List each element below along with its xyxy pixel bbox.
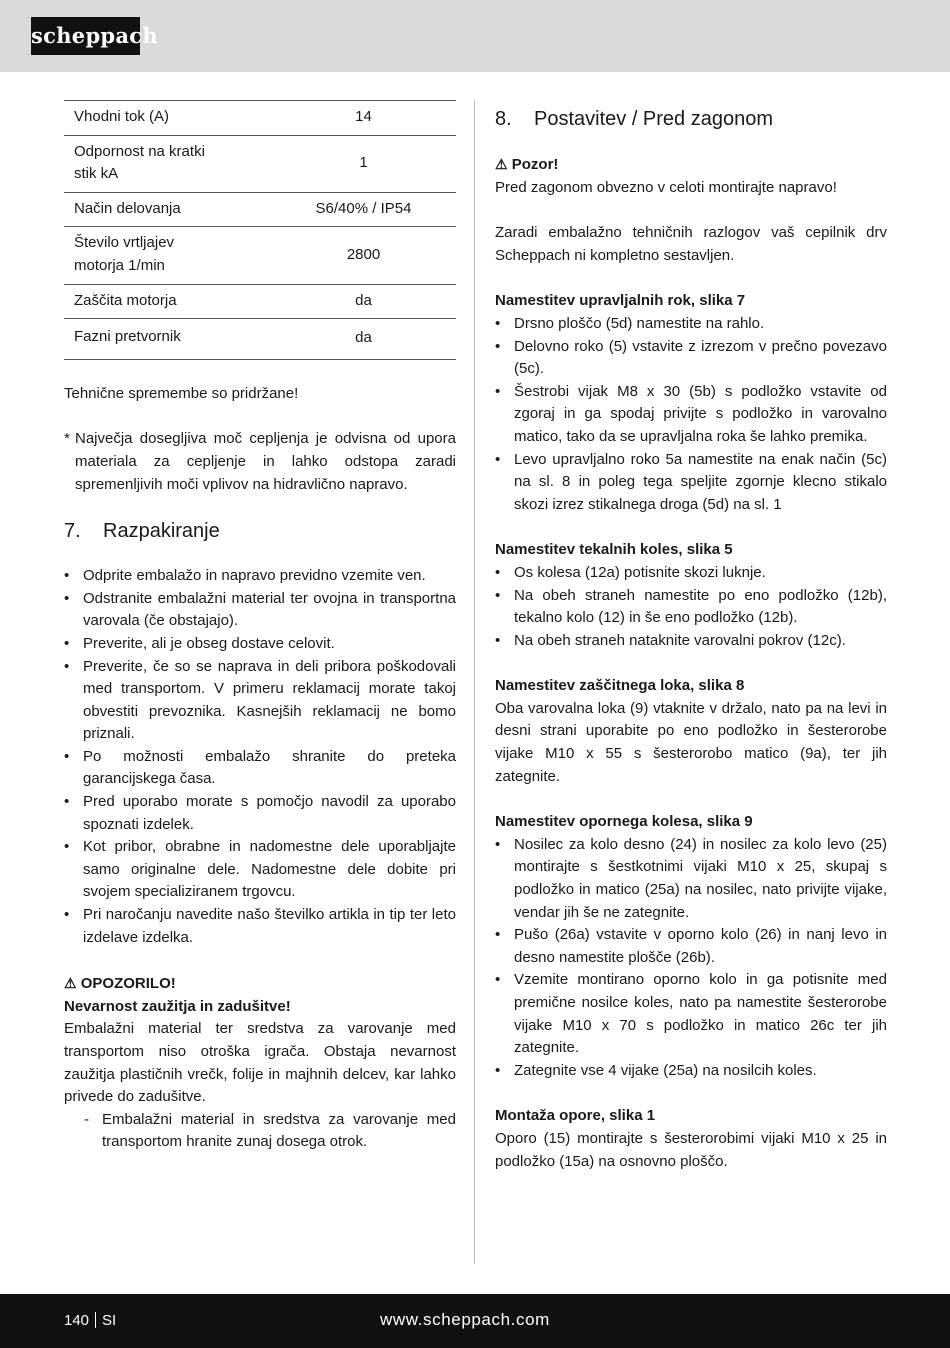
block-heading: Namestitev tekalnih koles, slika 5 [495, 541, 733, 559]
list-item: • Os kolesa (12a) potisnite skozi luknje. [495, 562, 887, 585]
spec-row [64, 192, 456, 227]
warning-triangle-icon: ⚠ [64, 975, 77, 992]
left-column [64, 100, 456, 1154]
spec-row [64, 319, 456, 360]
spec-label: Število vrtljajev motorja 1/min [64, 227, 271, 284]
control-arms-list [495, 313, 887, 516]
list-item: • Delovno roko (5) vstavite z izrezom v prečno povezavo (5c). [495, 336, 887, 381]
dash-item-text: Embalažni material in sredstva za varovanje med transportom hranite zunaj dosega otrok. [102, 1110, 456, 1151]
intro-text: Zaradi embalažno tehničnih razlogov vaš cepilnik drv Scheppach ni kompletno sestavljen. [495, 224, 887, 264]
spec-row [64, 101, 456, 136]
block-heading: Namestitev zaščitnega loka, slika 8 [495, 677, 745, 695]
list-item: • Pred uporabo morate s pomočjo navodil za uporabo spoznati izdelek. [64, 791, 456, 836]
list-item: • Preverite, če so se naprava in deli pribora poškodovali med transportom. V primeru reklamacij morate takoj obvestiti prevoznika. Kasnejših reklamacij ne bomo priznali. [64, 656, 456, 746]
caution-title: Pozor! [511, 156, 559, 173]
warning-heading [64, 972, 456, 996]
warning-text: Embalažni material ter sredstva za varovanje med transportom niso otroška igrača. Obstaja nevarnost zaužitja plastičnih vrečk, folije in majhnih delcev, kar lahko privede do zadušitve. [64, 1020, 456, 1106]
website-link[interactable]: www.scheppach.com [380, 1310, 550, 1329]
spec-row [64, 135, 456, 192]
section-7-heading [64, 518, 456, 544]
support-mount-text: Oporo (15) montirajte s šesterorobimi vijaki M10 x 25 in podložko (15a) na osnovno ploščo. [495, 1129, 887, 1170]
list-item: • Nosilec za kolo desno (24) in nosilec za kolo levo (25) montirajte s šestkotnimi vijaki M10 x 25, skupaj s podložko in matico (25a) na nosilec, nato privijte vijake, vendar jih še ne zategnite. [495, 834, 887, 924]
spec-value: da [271, 284, 456, 319]
list-item: • Preverite, ali je obseg dostave celovit. [64, 633, 456, 656]
spec-value: S6/40% / IP54 [271, 192, 456, 227]
list-item: • Pušo (26a) vstavite v oporno kolo (26) in nanj levo in desno namestite plošče (26b). [495, 924, 887, 969]
warning-title: OPOZORILO! [80, 975, 176, 993]
footnote-asterisk: * [64, 430, 70, 448]
section-number: 8. [495, 108, 512, 130]
page-number: 140 [64, 1312, 90, 1329]
language-code: SI [102, 1312, 117, 1329]
unpacking-list [64, 565, 456, 949]
warning-triangle-icon: ⚠ [495, 156, 508, 172]
section-number: 7. [64, 520, 81, 543]
spec-label: Zaščita motorja [64, 284, 271, 319]
caution-text: Pred zagonom obvezno v celoti montirajte napravo! [495, 178, 837, 196]
spec-label: Fazni pretvornik [64, 319, 271, 360]
spec-value: 1 [271, 135, 456, 192]
support-wheel-list [495, 834, 887, 1083]
dash-marker: - [84, 1110, 89, 1128]
list-item: • Pri naročanju navedite našo številko artikla in tip ter leto izdelave izdelka. [64, 904, 456, 949]
scheppach-logo: scheppach [31, 17, 140, 55]
spec-table [64, 100, 456, 360]
list-item: • Odstranite embalažni material ter ovojna in transportna varovala (če obstajajo). [64, 588, 456, 633]
section-8-heading [495, 106, 887, 132]
page-header [0, 0, 950, 72]
wheels-list [495, 562, 887, 652]
spec-value: da [271, 319, 456, 360]
technical-changes-note: Tehnične spremembe so pridržane! [64, 384, 299, 402]
list-item: • Odprite embalažo in napravo previdno vzemite ven. [64, 565, 456, 588]
column-divider [474, 100, 475, 1264]
protective-bar-text: Oba varovalna loka (9) vtaknite v držalo, nato pa na levi in desni strani uporabite po eno podložko in šesterorobe vijake M10 x 55 s šesterorobo matico (9a), ter jih zategnite. [495, 699, 887, 785]
spec-row [64, 284, 456, 319]
block-heading: Namestitev opornega kolesa, slika 9 [495, 813, 753, 831]
list-item: • Zategnite vse 4 vijake (25a) na nosilcih koles. [495, 1060, 887, 1083]
section-title: Razpakiranje [103, 520, 220, 543]
spec-value: 2800 [271, 227, 456, 284]
list-item: • Levo upravljalno roko 5a namestite na enak način (5c) na sl. 8 in poleg tega speljite zgornje klecno stikalo skozi izrez stikalnega droga (5d) na sl. 1 [495, 449, 887, 517]
spec-label: Način delovanja [64, 192, 271, 227]
spec-label: Odpornost na kratki stik kA [64, 135, 271, 192]
spec-row [64, 227, 456, 284]
list-item: • Vzemite montirano oporno kolo in ga potisnite med premične nosilce koles, nato pa namestite šesterorobe vijake M10 x 70 s podložko in matico 26c ter jih zategnite. [495, 969, 887, 1059]
page-indicator [64, 1310, 116, 1332]
spec-label: Vhodni tok (A) [64, 101, 271, 136]
warning-dash-item [64, 1109, 456, 1154]
list-item: • Na obeh straneh namestite po eno podložko (12b), tekalno kolo (12) in še eno podložko (12b). [495, 585, 887, 630]
block-heading: Montaža opore, slika 1 [495, 1107, 656, 1125]
caution-heading [495, 153, 887, 177]
footer-separator [95, 1312, 96, 1328]
warning-subtitle: Nevarnost zaužitja in zadušitve! [64, 997, 291, 1015]
list-item: • Po možnosti embalažo shranite do preteka garancijskega časa. [64, 746, 456, 791]
section-title: Postavitev / Pred zagonom [534, 108, 774, 130]
list-item: • Drsno ploščo (5d) namestite na rahlo. [495, 313, 887, 336]
spec-value: 14 [271, 101, 456, 136]
list-item: • Kot pribor, obrabne in nadomestne dele uporabljajte samo originalne dele. Nadomestne dele dobite pri svojem specializiranem trgovcu. [64, 836, 456, 904]
footnote-text: Največja dosegljiva moč cepljenja je odvisna od upora materiala za cepljenje in lahko odstopa zaradi spremenljivih moči vplivov na hidravlično napravo. [75, 430, 456, 493]
list-item: • Na obeh straneh nataknite varovalni pokrov (12c). [495, 630, 887, 653]
block-heading: Namestitev upravljalnih rok, slika 7 [495, 292, 746, 310]
right-column [495, 100, 887, 1173]
power-footnote [64, 428, 456, 496]
list-item: • Šestrobi vijak M8 x 30 (5b) s podložko vstavite od zgoraj in ga spodaj privijte s podložko in varovalno matico, tako da se upravljalna roka še lahko premika. [495, 381, 887, 449]
page-footer [0, 1294, 950, 1348]
